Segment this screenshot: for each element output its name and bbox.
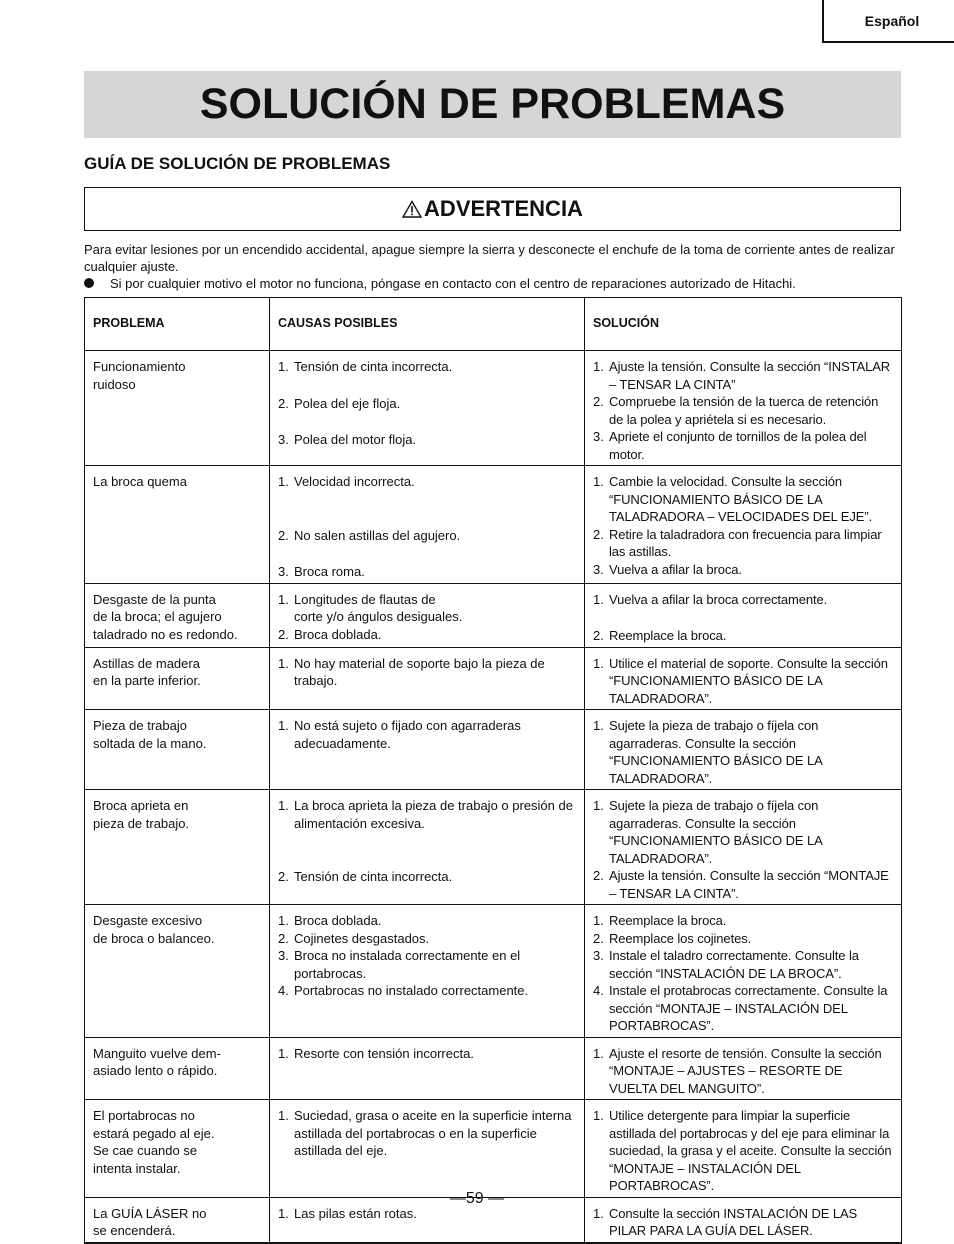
solution-list	[593, 1205, 893, 1240]
causes-cell	[270, 790, 585, 905]
item-text: Polea del eje floja.	[294, 395, 401, 411]
item-number: 4.	[593, 983, 604, 998]
table-row	[85, 647, 902, 710]
cause-item	[278, 626, 576, 644]
solution-list	[593, 473, 893, 578]
item-text: Vuelva a afilar la broca.	[609, 561, 742, 577]
table-row	[85, 583, 902, 647]
solution-item	[593, 561, 893, 579]
item-number: 3.	[278, 564, 289, 579]
solution-item	[593, 982, 893, 1035]
solution-cell	[585, 1100, 902, 1198]
solution-list	[593, 591, 893, 645]
item-number: 1.	[278, 1108, 289, 1123]
item-number: 1.	[593, 591, 604, 607]
cause-item	[278, 1045, 576, 1063]
header-problem: PROBLEMA	[85, 298, 270, 351]
solution-cell	[585, 351, 902, 466]
item-number: 1.	[593, 718, 604, 733]
item-text: Broca roma.	[294, 564, 365, 579]
problem-cell	[85, 647, 270, 710]
item-number: 1.	[278, 655, 289, 671]
cause-list	[278, 655, 576, 690]
item-number: 2.	[593, 868, 604, 883]
item-number: 2.	[593, 930, 604, 946]
cause-item	[278, 982, 576, 1000]
causes-cell	[270, 466, 585, 584]
problem-text: La GUÍA LÁSER no se encenderá.	[93, 1205, 207, 1238]
problem-cell	[85, 1100, 270, 1198]
table-row	[85, 1100, 902, 1198]
solution-item	[593, 473, 893, 526]
item-text: No está sujeto o fijado con agarraderas adecuadamente.	[294, 718, 521, 751]
cause-item	[278, 1107, 576, 1160]
title-band	[84, 71, 901, 138]
cause-list	[278, 912, 576, 1000]
solution-list	[593, 1045, 893, 1098]
intro-paragraph: Para evitar lesiones por un encendido accidental, apague siempre la sierra y desconecte el enchufe de la toma de corriente antes de realizar cualquier ajuste.	[84, 242, 895, 274]
table-row	[85, 351, 902, 466]
solution-item	[593, 655, 893, 708]
cause-item	[278, 431, 576, 449]
item-text: Instale el taladro correctamente. Consulte la sección “INSTALACIÓN DE LA BROCA”.	[609, 948, 859, 981]
item-number: 3.	[278, 432, 289, 447]
item-number: 1.	[593, 1205, 604, 1221]
cause-item	[278, 591, 576, 626]
item-number: 4.	[278, 983, 289, 998]
cause-item	[278, 797, 576, 832]
section-heading: GUÍA DE SOLUCIÓN DE PROBLEMAS	[84, 154, 391, 173]
page-number: —59 —	[449, 1190, 505, 1207]
cause-item	[278, 912, 576, 930]
solution-list	[593, 358, 893, 463]
item-text: Compruebe la tensión de la tuerca de retención de la polea y apriétela si es necesario.	[609, 394, 879, 427]
warning-triangle-icon	[402, 200, 422, 218]
solution-item	[593, 717, 893, 787]
item-number: 2.	[593, 394, 604, 409]
solution-list	[593, 655, 893, 708]
causes-cell	[270, 351, 585, 466]
item-number: 1.	[593, 474, 604, 489]
cause-list	[278, 717, 576, 752]
cause-item	[278, 947, 576, 982]
item-number: 1.	[593, 913, 604, 928]
solution-item	[593, 797, 893, 867]
causes-cell	[270, 1100, 585, 1198]
item-text: Longitudes de flautas de corte y/o ángulos desiguales.	[294, 591, 463, 624]
problem-text: Manguito vuelve dem- asiado lento o rápido.	[93, 1045, 221, 1078]
item-text: Reemplace los cojinetes.	[609, 930, 752, 946]
cause-item	[278, 930, 576, 948]
table-header-row	[85, 298, 902, 351]
item-number: 1.	[278, 913, 289, 928]
item-text: Ajuste el resorte de tensión. Consulte la sección “MONTAJE – AJUSTES – RESORTE DE VUELTA DEL MANGUITO”.	[609, 1045, 882, 1096]
solution-cell	[585, 905, 902, 1038]
solution-cell	[585, 710, 902, 790]
cause-list	[278, 358, 576, 449]
solution-item	[593, 947, 893, 982]
page-title: SOLUCIÓN DE PROBLEMAS	[199, 80, 786, 128]
problem-text: El portabrocas no estará pegado al eje. Se cae cuando se intenta instalar.	[93, 1108, 215, 1176]
item-text: Consulte la sección INSTALACIÓN DE LAS PILAR PARA LA GUÍA DEL LÁSER.	[609, 1205, 858, 1238]
item-text: Retire la taladradora con frecuencia para limpiar las astillas.	[609, 526, 882, 559]
cause-item	[278, 473, 576, 491]
item-number: 1.	[278, 1205, 289, 1221]
item-number: 3.	[278, 948, 289, 963]
item-text: No hay material de soporte bajo la pieza de trabajo.	[294, 655, 545, 688]
item-text: Vuelva a afilar la broca correctamente.	[609, 591, 828, 607]
solution-item	[593, 912, 893, 930]
item-number: 1.	[593, 798, 604, 813]
solution-item	[593, 1205, 893, 1240]
item-text: Suciedad, grasa o aceite en la superficie interna astillada del portabrocas o en la superficie astillada del eje.	[294, 1108, 572, 1158]
item-number: 2.	[278, 869, 289, 884]
item-text: No salen astillas del agujero.	[294, 527, 461, 543]
solution-item	[593, 393, 893, 428]
item-text: Utilice detergente para limpiar la superficie astillada del portabrocas y del eje para eliminar la suciedad, la grasa y el aceite. Consulte la sección “MONTAJE – INSTALACIÓN DEL PORTABROCAS”.	[609, 1108, 892, 1193]
problem-text: La broca quema	[93, 474, 187, 489]
causes-cell	[270, 583, 585, 647]
solution-list	[593, 1107, 893, 1195]
causes-cell	[270, 647, 585, 710]
item-text: La broca aprieta la pieza de trabajo o presión de alimentación excesiva.	[294, 798, 573, 831]
cause-list	[278, 797, 576, 886]
solution-item	[593, 428, 893, 463]
solution-item	[593, 526, 893, 561]
problem-text: Desgaste excesivo de broca o balanceo.	[93, 913, 215, 946]
problem-cell	[85, 1037, 270, 1100]
solution-item	[593, 1107, 893, 1195]
item-number: 1.	[278, 798, 289, 813]
item-number: 2.	[593, 628, 604, 643]
item-text: Broca doblada.	[294, 913, 382, 928]
item-text: Resorte con tensión incorrecta.	[294, 1045, 474, 1061]
solution-cell	[585, 466, 902, 584]
problem-cell	[85, 351, 270, 466]
item-number: 2.	[593, 526, 604, 542]
table-row	[85, 1037, 902, 1100]
solution-item	[593, 591, 893, 609]
item-number: 1.	[278, 718, 289, 733]
item-number: 3.	[593, 561, 604, 577]
item-text: Broca doblada.	[294, 626, 382, 642]
item-text: Portabrocas no instalado correctamente.	[294, 983, 529, 998]
cause-item	[278, 395, 576, 413]
intro-text	[84, 241, 901, 292]
item-number: 2.	[278, 626, 289, 642]
item-text: Instale el protabrocas correctamente. Consulte la sección “MONTAJE – INSTALACIÓN DEL PORTABROCAS”.	[609, 983, 888, 1033]
problem-cell	[85, 583, 270, 647]
problem-cell	[85, 466, 270, 584]
item-text: Velocidad incorrecta.	[294, 474, 415, 489]
item-number: 3.	[593, 948, 604, 963]
solution-item	[593, 930, 893, 948]
item-number: 1.	[593, 359, 604, 374]
item-number: 2.	[278, 527, 289, 543]
solution-list	[593, 912, 893, 1035]
item-number: 1.	[278, 359, 289, 374]
cause-item	[278, 358, 576, 376]
table-row	[85, 466, 902, 584]
cause-item	[278, 717, 576, 752]
solution-item	[593, 867, 893, 902]
item-number: 2.	[278, 395, 289, 411]
cause-item	[278, 655, 576, 690]
solution-list	[593, 797, 893, 902]
problem-text: Astillas de madera en la parte inferior.	[93, 655, 201, 688]
item-number: 1.	[593, 1108, 604, 1123]
item-number: 1.	[278, 474, 289, 489]
item-number: 3.	[593, 429, 604, 444]
item-text: Utilice el material de soporte. Consulte la sección “FUNCIONAMIENTO BÁSICO DE LA TALADRADORA”.	[609, 655, 888, 706]
language-tab: Español	[822, 0, 954, 43]
item-number: 1.	[278, 591, 289, 607]
cause-list	[278, 473, 576, 581]
item-number: 1.	[593, 1045, 604, 1061]
problem-text: Funcionamiento ruidoso	[93, 359, 186, 392]
item-text: Tensión de cinta incorrecta.	[294, 869, 453, 884]
problem-cell	[85, 710, 270, 790]
solution-cell	[585, 790, 902, 905]
table-row	[85, 905, 902, 1038]
troubleshooting-table	[84, 297, 902, 1244]
item-text: Cojinetes desgastados.	[294, 930, 430, 946]
solution-item	[593, 358, 893, 393]
item-number: 1.	[278, 1045, 289, 1061]
causes-cell	[270, 905, 585, 1038]
item-text: Polea del motor floja.	[294, 432, 417, 447]
warning-box	[84, 187, 901, 231]
problem-cell	[85, 790, 270, 905]
cause-item	[278, 563, 576, 581]
header-causes: CAUSAS POSIBLES	[270, 298, 585, 351]
bullet-icon	[84, 278, 94, 288]
item-text: Tensión de cinta incorrecta.	[294, 359, 453, 374]
cause-list	[278, 1107, 576, 1160]
solution-list	[593, 717, 893, 787]
item-text: Ajuste la tensión. Consulte la sección “MONTAJE – TENSAR LA CINTA”.	[609, 868, 889, 901]
header-solution: SOLUCIÓN	[585, 298, 902, 351]
item-text: Reemplace la broca.	[609, 628, 727, 643]
solution-item	[593, 627, 893, 645]
item-text: Apriete el conjunto de tornillos de la polea del motor.	[609, 429, 867, 462]
item-text: Sujete la pieza de trabajo o fíjela con agarraderas. Consulte la sección “FUNCIONAMIENTO BÁSICO DE LA TALADRADORA”.	[609, 718, 822, 786]
solution-cell	[585, 583, 902, 647]
problem-text: Desgaste de la punta de la broca; el agujero taladrado no es redondo.	[93, 591, 238, 642]
cause-item	[278, 527, 576, 545]
solution-cell	[585, 1037, 902, 1100]
intro-bullet	[84, 275, 901, 292]
cause-item	[278, 868, 576, 886]
warning-label: ADVERTENCIA	[424, 196, 583, 221]
item-text: Sujete la pieza de trabajo o fíjela con agarraderas. Consulte la sección “FUNCIONAMIENTO BÁSICO DE LA TALADRADORA”.	[609, 798, 822, 866]
problem-text: Pieza de trabajo soltada de la mano.	[93, 718, 207, 751]
intro-bullet-text: Si por cualquier motivo el motor no funciona, póngase en contacto con el centro de reparaciones autorizado de Hitachi.	[110, 276, 796, 291]
causes-cell	[270, 710, 585, 790]
table-row	[85, 790, 902, 905]
item-number: 2.	[278, 930, 289, 946]
item-text: Reemplace la broca.	[609, 913, 727, 928]
problem-text: Broca aprieta en pieza de trabajo.	[93, 798, 190, 831]
item-number: 1.	[593, 655, 604, 671]
table-row	[85, 710, 902, 790]
item-text: Ajuste la tensión. Consulte la sección “INSTALAR – TENSAR LA CINTA”	[609, 359, 891, 392]
cause-list	[278, 1045, 576, 1063]
solution-cell	[585, 647, 902, 710]
solution-item	[593, 1045, 893, 1098]
problem-cell	[85, 905, 270, 1038]
cause-list	[278, 591, 576, 644]
causes-cell	[270, 1037, 585, 1100]
item-text: Las pilas están rotas.	[294, 1205, 417, 1221]
item-text: Broca no instalada correctamente en el portabrocas.	[294, 948, 521, 981]
item-text: Cambie la velocidad. Consulte la sección “FUNCIONAMIENTO BÁSICO DE LA TALADRADORA – VELOCIDADES DEL EJE”.	[609, 474, 873, 524]
